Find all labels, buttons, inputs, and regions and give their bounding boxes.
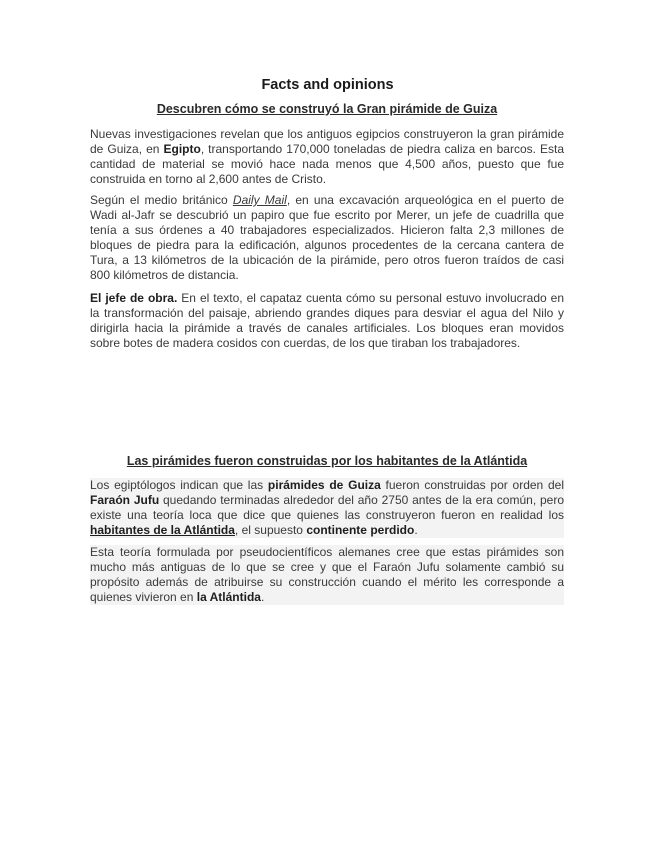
text-run: Esta teoría formulada por pseudocientíficos alemanes cree que estas pirámides son mucho más antiguas de lo que se cree y que el Faraón Jufu solamente cambió su propósito además de atribuirse su construcción cuando el mérito les corresponde a quienes vivieron en bbox=[90, 545, 564, 604]
text-run: , en una excavación arqueológica en el puerto de Wadi al-Jafr se descubrió un papiro que fue escrito por Merer, un jefe de cuadrilla que tenía a sus órdenes a 40 trabajadores especializados. Hicieron falta 2,3 millones de bloques de piedra para la edificación, algunos procedentes de la cercana cantera de Tura, a 13 kilómetros de la ubicación de la pirámide, pero otros fueron traídos de casi 800 kilómetros de distancia. bbox=[90, 193, 564, 282]
text-run: Los egiptólogos indican que las bbox=[90, 478, 268, 492]
text-run: Nuevas investigaciones revelan que los antiguos egipcios construyeron la gran pirámide de Guiza, en bbox=[90, 127, 564, 156]
section-1-paragraph-2 bbox=[90, 193, 564, 283]
section-1-paragraph-3 bbox=[90, 291, 564, 351]
bold-text: Egipto bbox=[163, 142, 201, 156]
text-run: Según el medio británico bbox=[90, 193, 233, 207]
text-run: . bbox=[414, 523, 418, 537]
bold-text: Faraón Jufu bbox=[90, 493, 160, 507]
bold-lead: El jefe de obra. bbox=[90, 291, 178, 305]
bold-text: la Atlántida bbox=[196, 590, 261, 604]
section-2-heading: Las pirámides fueron construidas por los habitantes de la Atlántida bbox=[126, 454, 528, 468]
section-2-paragraph-2 bbox=[90, 545, 564, 605]
text-run: . bbox=[260, 590, 265, 604]
text-run: fueron construidas por orden del bbox=[380, 478, 564, 492]
section-1-heading: Descubren cómo se construyó la Gran pirámide de Guiza bbox=[156, 102, 498, 116]
text-run: quedando terminadas alrededor del año 2750 antes de la era común, pero existe una teoría loca que dice que quienes las construyeron fueron en realidad los bbox=[90, 493, 565, 522]
text-run: , transportando 170,000 toneladas de piedra caliza en barcos. Esta cantidad de material se movió hace nada menos que 4,500 años, puesto que fue construida en torno al 2,600 antes de Cristo. bbox=[90, 142, 565, 186]
section-2-paragraph-1 bbox=[90, 478, 564, 538]
document-title: Facts and opinions bbox=[261, 77, 394, 93]
bold-text: continente perdido bbox=[306, 523, 415, 537]
text-run: En el texto, el capataz cuenta cómo su personal estuvo involucrado en la transformación del paisaje, abriendo grandes diques para desviar el agua del Nilo y dirigirla hacia la pirámide a través de canales artificiales. Los bloques eran movidos sobre botes de madera cosidos con cuerdas, de los que tiraban los trabajadores. bbox=[90, 291, 564, 350]
bold-underlined-text: habitantes de la Atlántida bbox=[90, 523, 235, 537]
bold-text: pirámides de Guiza bbox=[267, 478, 381, 492]
section-1-paragraph-1 bbox=[90, 127, 564, 187]
source-name: Daily Mail bbox=[232, 193, 287, 207]
text-run: , el supuesto bbox=[234, 523, 307, 537]
